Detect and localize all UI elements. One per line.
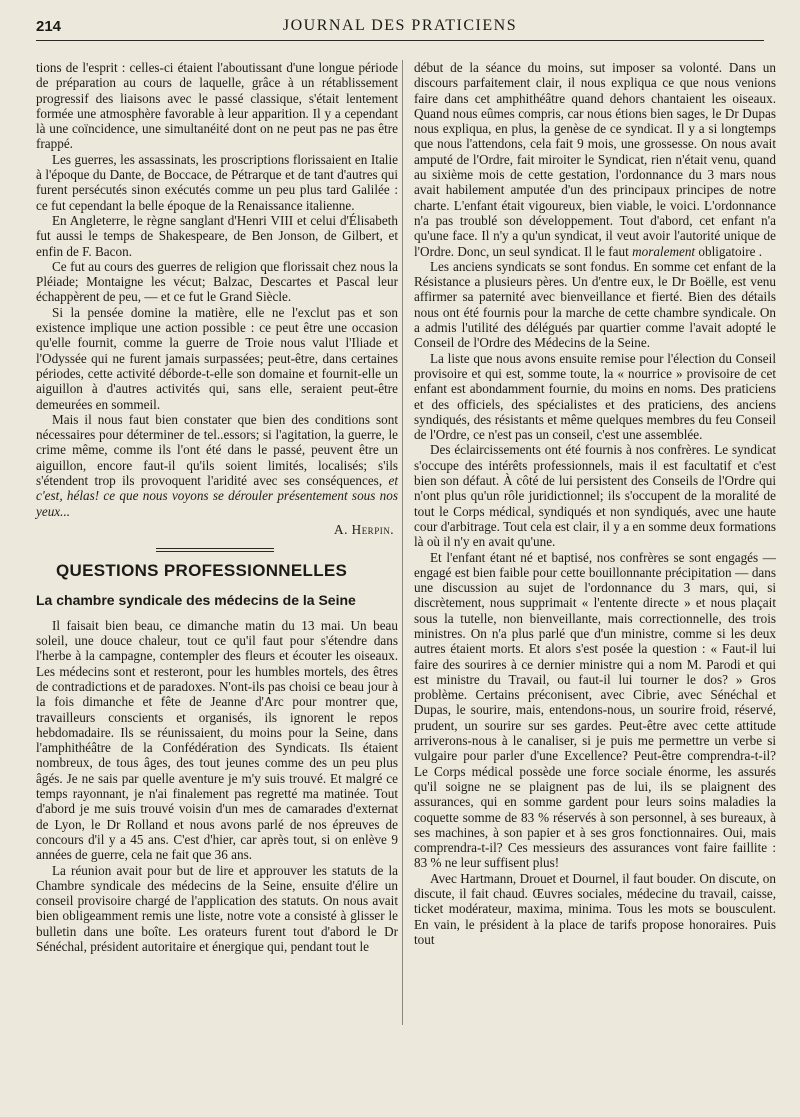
right-column [414, 60, 776, 947]
paragraph: En Angleterre, le règne sanglant d'Henri VIII et celui d'Élisabeth fut aussi le temps de Shakespeare, de Ben Jonson, de Gilbert, et enfin de F. Bacon. [36, 212, 398, 259]
paragraph: Des éclaircissements ont été fournis à nos confrères. Le syndicat s'occupe des intérêts professionnels, mais il est facultatif et c'est bien son défaut. À côté de lui persistent des Conseils de l'Ordre qui n'ont plus qu'un rôle juridictionnel; ils s'occupent de la moralité de tout le Corps médical, syndiqués et non syndiqués, avec une haute cour d'arbitrage. Tout cela est clair, il y a en somme deux formations là où il n'y en avait qu'une. [414, 442, 776, 550]
paragraph-italic: moralement [632, 243, 696, 259]
page-number: 214 [36, 18, 62, 35]
paragraph: La réunion avait pour but de lire et approuver les statuts de la Chambre syndicale des médecins de la Seine, ensuite d'élire un conseil provisoire chargé de l'application des statuts. On nous avait bien obligeamment remis une liste, notre vote a consisté à glisser le bulletin dans une boîte. Les orateurs furent tout d'abord le Dr Sénéchal, président autoritaire et énergique qui, pendant tout le [36, 862, 398, 955]
paragraph: Les anciens syndicats se sont fondus. En somme cet enfant de la Résistance a plusieurs pères. Un d'entre eux, le Dr Boëlle, est venu affirmer sa paternité avec bienveillance et fierté. Bien des détails nous ont été fournis pour la marche de cette chambre syndicale. On a admis l'utilité des délégués par quartier comme l'avait adopté le Conseil de l'Ordre des Médecins de la Seine. [414, 258, 776, 351]
paragraph: Ce fut au cours des guerres de religion que florissait chez nous la Pléiade; Montaigne les vécut; Balzac, Descartes et Pascal leur échappèrent de peu, — et ce fut le Grand Siècle. [36, 258, 398, 305]
paragraph-italic: et c'est, hélas! ce que nous voyons se dérouler présentement sous nos yeux... [36, 473, 398, 519]
section-heading: QUESTIONS PROFESSIONNELLES [56, 561, 348, 581]
paragraph: Il faisait bien beau, ce dimanche matin du 13 mai. Un beau soleil, une douce chaleur, tout ce qu'il faut pour s'étendre dans l'herbe à la campagne, contempler des fleurs et écouter les oiseaux. Les médecins sont et resteront, pour les humbles mortels, des êtres de contradictions et de paradoxes. N'ont-ils pas choisi ce beau jour à la fois dimanche et fête de Jeanne d'Arc pour montrer que, travailleurs conscients et organisés, ils ignorent le repos hebdomadaire. Ils se réunissaient, du moins pour la Seine, dans l'amphithéâtre de la Confédération des Syndicats. Ils étaient nombreux, de tous âges, des tout jeunes comme des un peu plus âgés. Je ne sais par quelle aventure je m'y suis trouvé. Et malgré ce temps rayonnant, je n'ai finalement pas regretté ma matinée. Tout d'abord je me suis trouvé voisin d'un mes de camarades d'externat de Lyon, le Dr Rolland et nous avons parlé de nos épreuves de concours d'il y a 45 ans. C'est d'hier, car après tout, si on enlève 9 années de guerre, cela ne fait que 36 ans. [36, 617, 398, 863]
paragraph: Les guerres, les assassinats, les proscriptions florissaient en Italie à l'époque du Dante, de Boccace, de Pétrarque et de tant d'autres qui furent persécutés sinon exécutés comme un peu plus tard Galilée : ce fut cependant la belle époque de la Renaissance italienne. [36, 151, 398, 213]
journal-title: JOURNAL DES PRATICIENS [282, 17, 518, 34]
paragraph [414, 60, 776, 259]
paragraph [36, 412, 398, 519]
paragraph: Si la pensée domine la matière, elle ne l'exclut pas et son existence implique une action possible : ce peut être une occasion qu'elle fournit, comme la guerre de Troie nous valut l'Iliade et l'Odyssée qui ne furent jamais surpassées; peut-être, dans certaines périodes, cette activité déborde-t-elle son domaine et fournit-elle un aiguillon à d'autres activités qui, sans elle, seraient peut-être demeurées en sommeil. [36, 304, 398, 412]
column-divider [402, 60, 403, 1025]
paragraph-text: début de la séance du moins, sut imposer sa volonté. Dans un discours parfaitement clair, il nous expliqua ce que nous venions faire dans cet amphithéâtre quand dehors chantaient les oiseaux. Quand nous eûmes compris, car nous étions bien sages, le Dr Dupas nous expliqua, en plus, la genèse de ce syndicat. Il y a si longtemps que nous l'attendons, cela fait 9 mois, une grossesse. On nous avait amputé de l'Ordre, fait miroiter le Syndicat, rien n'était venu, quand au sixième mois de cette gestation, l'ordonnance du 3 mars nous avait habilement amputée d'un des principaux principes de notre charte. L'enfant était vigoureux, bien viable, le voici. L'ordonnance n'a pas troublé son développement. Tout d'abord, cet enfant n'a qu'une face. Il n'y a qu'un syndicat, il veut avoir l'autorité unique de l'Ordre. Donc, un seul syndicat. Il le faut [414, 60, 776, 259]
article-heading: La chambre syndicale des médecins de la Seine [36, 591, 356, 608]
paragraph: La liste que nous avons ensuite remise pour l'élection du Conseil provisoire et qui est, somme toute, la « nourrice » provisoire de cet enfant est abondamment fournie, du moins en noms. Des praticiens et des officiels, des spécialistes et des praticiens, des anciens syndiqués, des résistants et même quelques membres du feu Conseil de l'Ordre, ce n'est pas un conseil, c'est une assemblée. [414, 350, 776, 443]
paragraph-text: obligatoire . [695, 243, 763, 259]
paragraph-text: Mais il nous faut bien constater que bien des conditions sont nécessaires pour déterminer de tel..essors; si l'agitation, la guerre, le crime même, comme ils l'ont été dans le passé, peuvent être un aiguillon, encore faut-il qu'ils soient limités, localisés; s'ils s'étendent trop ils provoquent l'aridité avec ses conséquences, [36, 411, 398, 489]
paragraph: tions de l'esprit : celles-ci étaient l'aboutissant d'une longue période de préparation au cours de laquelle, grâce à un rétablissement progressif des liaisons avec le passé classique, s'était lentement formée une atmosphère favorable à leur apparition. Il y a cependant là une coïncidence, une simultanéité dont on ne peut pas ne pas être frappé. [36, 60, 398, 152]
left-column [36, 60, 398, 954]
author-signature: A. Herpin. [334, 521, 394, 537]
paragraph: Avec Hartmann, Drouet et Dournel, il faut bouder. On discute, on discute, il fait chaud. Œuvres sociales, médecine du travail, caisse, ticket modérateur, maxima, minima. Tous les mots se bousculent. En vain, le président à la place de tarifs propose honoraires. Puis tout [414, 870, 776, 947]
paragraph: Et l'enfant étant né et baptisé, nos confrères se sont engagés — engagé est bien faible pour cette bouillonnante précipitation — dans une discussion au sujet de l'ordonnance du 3 mars, qui, si discrètement, nous supprimait « l'entente directe » et nous plaçait sous la tutelle, non bienveillante, mais correctionnelle, des trois ministres. On n'a plus parlé que d'un ministre, comme si les deux autres étaient morts. Et alors s'est posée la question : « Faut-il lui faire des sourires à ce dernier ministre qui a nom M. Parodi et qui est ministre du Travail, ou faut-il lui tourner le dos? » Gros problème. Certains préconisent, avec Cibrie, avec Sénéchal et Dupas, le sourire, mais, entendons-nous, un sourire froid, réservé, prudent, un sourire sur ses gardes. Peut-être avec cette attitude arriverons-nous à le canaliser, si je puis me permettre un verbe si vulgaire pour parler d'une Excellence? Peut-être comprendra-t-il? Le Corps médical possède une force sociale énorme, les assurés qu'il soigne ne se plaignent pas de lui, ils se plaignent des assurances, qui en somme gardent pour leurs soins maladies la coquette somme de 83 % réservés à son personnel, à ses bureaux, à ses machines, à son papier et à ses gros fonctionnaires. Oui, mais comprendra-t-il? Ces messieurs des assurances vont faire faillite : 83 % ne leur suffisent plus! [414, 549, 776, 871]
page-header [36, 14, 764, 41]
section-divider [36, 547, 398, 555]
